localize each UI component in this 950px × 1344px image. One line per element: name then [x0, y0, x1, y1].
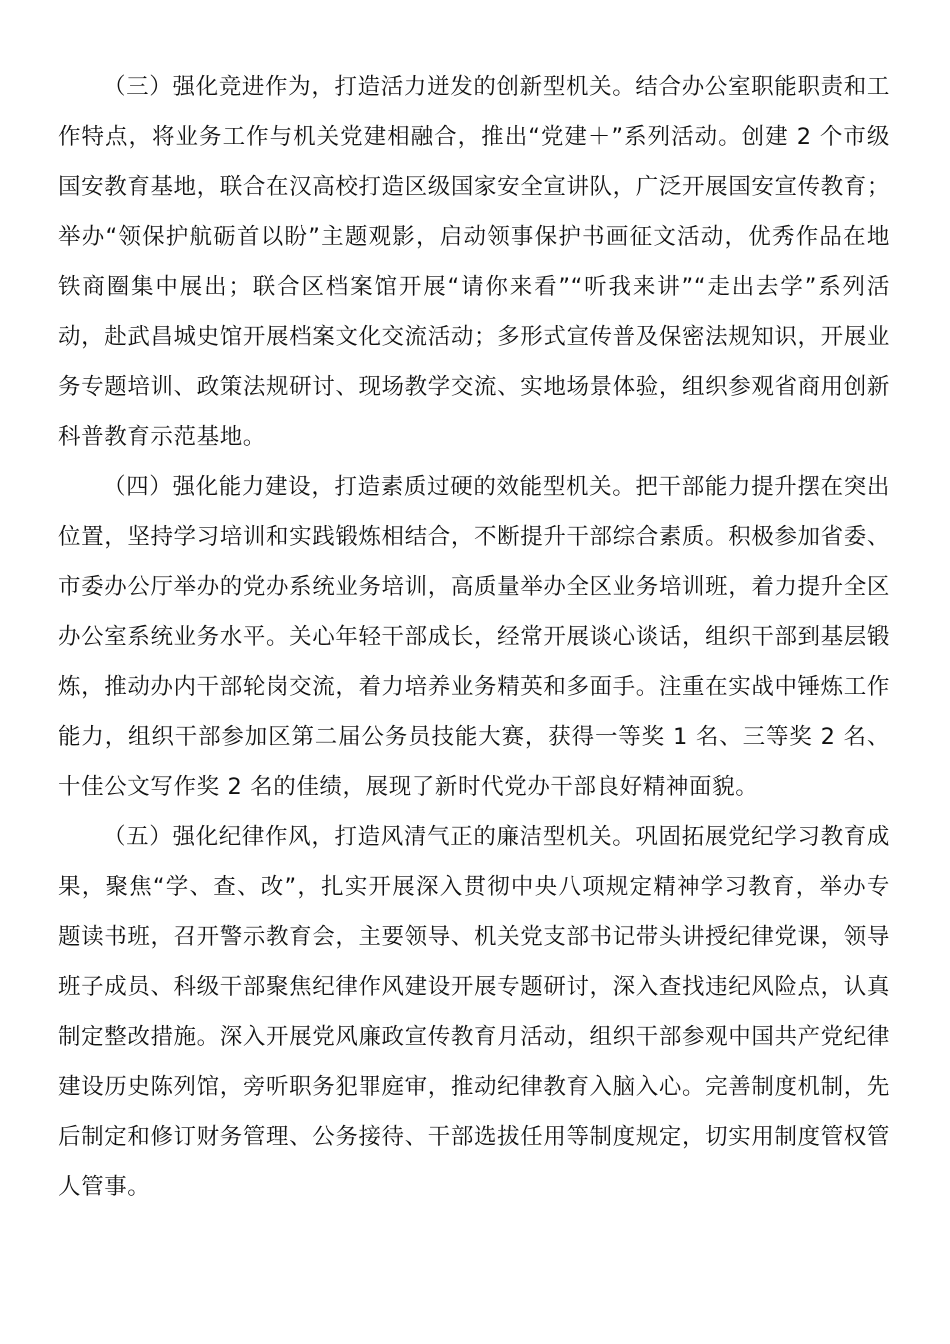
- document-body: [58, 62, 890, 1212]
- paragraph-section-5: （五）强化纪律作风，打造风清气正的廉洁型机关。巩固拓展党纪学习教育成果，聚焦“学、查、改”，扎实开展深入贯彻中央八项规定精神学习教育，举办专题读书班，召开警示教育会，主要领导、机关党支部书记带头讲授纪律党课，领导班子成员、科级干部聚焦纪律作风建设开展专题研讨，深入查找违纪风险点，认真制定整改措施。深入开展党风廉政宣传教育月活动，组织干部参观中国共产党纪律建设历史陈列馆，旁听职务犯罪庭审，推动纪律教育入脑入心。完善制度机制，先后制定和修订财务管理、公务接待、干部选拔任用等制度规定，切实用制度管权管人管事。: [58, 824, 890, 1200]
- paragraph-section-3: （三）强化竞进作为，打造活力迸发的创新型机关。结合办公室职能职责和工作特点，将业务工作与机关党建相融合，推出“党建＋”系列活动。创建 2 个市级国安教育基地，联合在汉高校打造区级国家安全宣讲队，广泛开展国安宣传教育；举办“领保护航砺首以盼”主题观影，启动领事保护书画征文活动，优秀作品在地铁商圈集中展出；联合区档案馆开展“请你来看”“听我来讲”“走出去学”系列活动，赴武昌城史馆开展档案文化交流活动；多形式宣传普及保密法规知识，开展业务专题培训、政策法规研讨、现场教学交流、实地场景体验，组织参观省商用创新科普教育示范基地。: [58, 74, 890, 450]
- paragraph-section-4: （四）强化能力建设，打造素质过硬的效能型机关。把干部能力提升摆在突出位置，坚持学习培训和实践锻炼相结合，不断提升干部综合素质。积极参加省委、市委办公厅举办的党办系统业务培训，高质量举办全区业务培训班，着力提升全区办公室系统业务水平。关心年轻干部成长，经常开展谈心谈话，组织干部到基层锻炼，推动办内干部轮岗交流，着力培养业务精英和多面手。注重在实战中锤炼工作能力，组织干部参加区第二届公务员技能大赛，获得一等奖 1 名、三等奖 2 名、十佳公文写作奖 2 名的佳绩，展现了新时代党办干部良好精神面貌。: [58, 474, 890, 800]
